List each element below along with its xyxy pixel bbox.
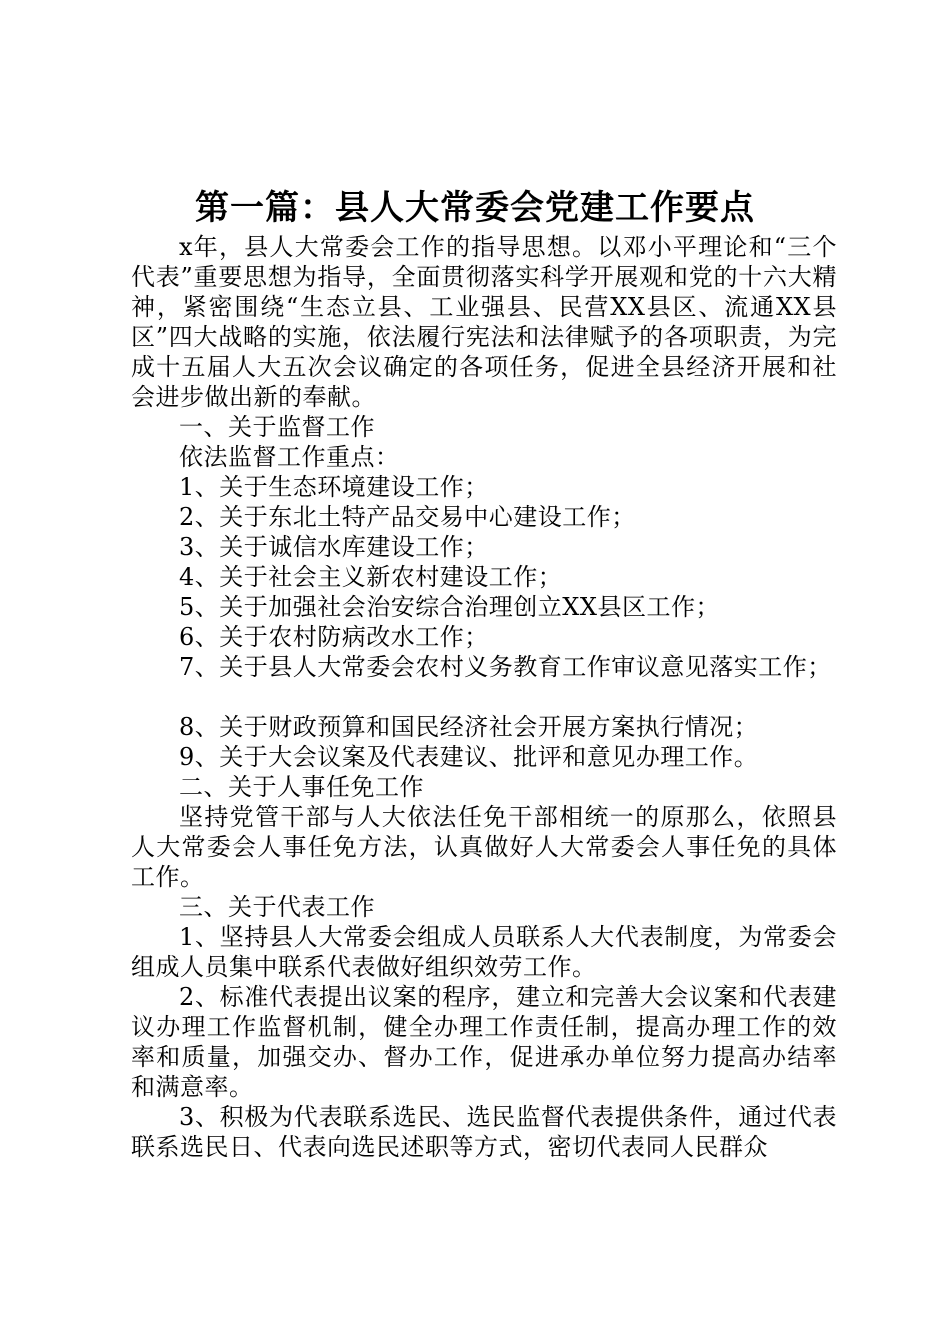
section-heading-representatives: 三、关于代表工作 (179, 893, 375, 921)
list-item-5: 5、关于加强社会治安综合治理创立XX县区工作； (179, 593, 720, 621)
list-item-3: 3、关于诚信水库建设工作； (179, 533, 489, 561)
list-item-6: 6、关于农村防病改水工作； (179, 623, 489, 651)
paragraph-personnel: 坚持党管干部与人大依法任免干部相统一的原那么，依照县人大常委会人事任免方法，认真做好人大常委会人事任免的具体工作。 (131, 803, 837, 891)
paragraph-representatives-1: 1、坚持县人大常委会组成人员联系人大代表制度，为常委会组成人员集中联系代表做好组织效劳工作。 (131, 923, 837, 981)
list-item-9: 9、关于大会议案及代表建议、批评和意见办理工作。 (179, 743, 759, 771)
paragraph-representatives-2: 2、标准代表提出议案的程序，建立和完善大会议案和代表建议办理工作监督机制，健全办理工作责任制，提高办理工作的效率和质量，加强交办、督办工作，促进承办单位努力提高办结率和满意率。 (131, 983, 837, 1101)
section-heading-supervision: 一、关于监督工作 (179, 413, 375, 441)
paragraph-representatives-3: 3、积极为代表联系选民、选民监督代表提供条件，通过代表联系选民日、代表向选民述职等方式，密切代表同人民群众 (131, 1103, 837, 1161)
paragraph-guiding-thought: x年，县人大常委会工作的指导思想。以邓小平理论和“三个代表”重要思想为指导，全面贯彻落实科学开展观和党的十六大精神，紧密围绕“生态立县、工业强县、民营XX县区、流通XX县区”四大战略的实施，依法履行宪法和法律赋予的各项职责，为完成十五届人大五次会议确定的各项任务，促进全县经济开展和社会进步做出新的奉献。 (131, 233, 837, 411)
list-item-4: 4、关于社会主义新农村建设工作； (179, 563, 563, 591)
list-item-8: 8、关于财政预算和国民经济社会开展方案执行情况； (179, 713, 759, 741)
section-heading-personnel: 二、关于人事任免工作 (179, 773, 424, 801)
blank-line (131, 682, 837, 712)
paragraph-supervision-focus: 依法监督工作重点： (179, 443, 400, 471)
list-item-1: 1、关于生态环境建设工作； (179, 473, 489, 501)
document-title: 第一篇：县人大常委会党建工作要点 (195, 188, 755, 228)
list-item-7: 7、关于县人大常委会农村义务教育工作审议意见落实工作； (179, 653, 832, 681)
list-item-2: 2、关于东北土特产品交易中心建设工作； (179, 503, 636, 531)
document-body (131, 232, 837, 1162)
